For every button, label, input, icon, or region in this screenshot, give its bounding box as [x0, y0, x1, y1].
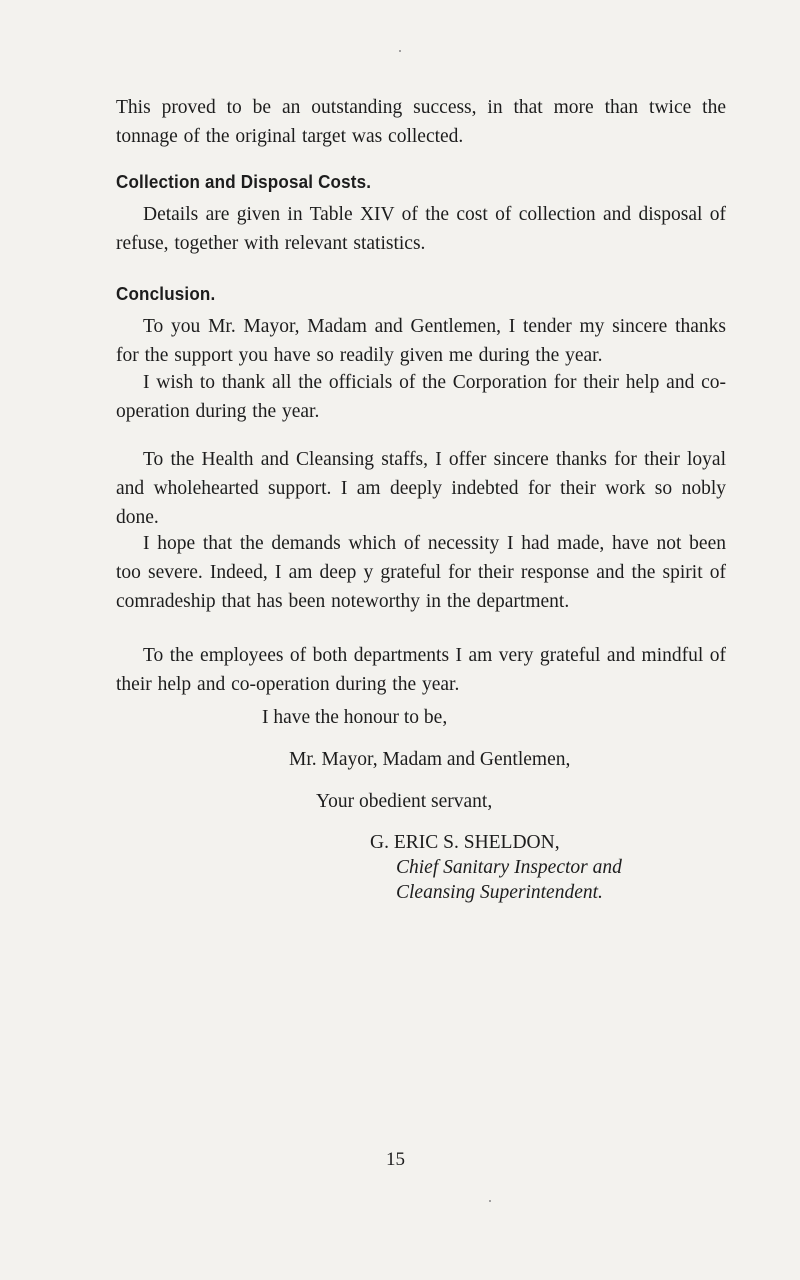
paragraph-thanks-mayor: To you Mr. Mayor, Madam and Gentlemen, I tender my sincere thanks for the support you have so readily given me during the year.	[116, 316, 726, 366]
heading-conclusion: Conclusion.	[116, 283, 216, 304]
signoff-servant: Your obedient servant,	[316, 791, 493, 812]
heading-collection-disposal-costs: Collection and Disposal Costs.	[116, 171, 372, 192]
signoff-honour: I have the honour to be,	[262, 707, 448, 728]
signoff-title-line1: Chief Sanitary Inspector and	[396, 857, 622, 878]
signoff-name: G. ERIC S. SHELDON,	[370, 832, 560, 853]
scan-speck	[489, 1200, 491, 1202]
paragraph-employees: To the employees of both departments I am very grateful and mindful of their help and co-operation during the year.	[116, 645, 726, 695]
paragraph-details: Details are given in Table XIV of the cost of collection and disposal of refuse, together with relevant statistics.	[116, 204, 726, 254]
paragraph-thanks-staffs: To the Health and Cleansing staffs, I offer sincere thanks for their loyal and wholehearted support. I am deeply indebted for their work so nobly done.	[116, 449, 726, 528]
signoff-title-line2: Cleansing Superintendent.	[396, 882, 603, 903]
page-number: 15	[386, 1149, 405, 1170]
paragraph-thanks-officials: I wish to thank all the officials of the Corporation for their help and co-operation during the year.	[116, 372, 726, 422]
signoff-salutation: Mr. Mayor, Madam and Gentlemen,	[289, 749, 571, 770]
scan-speck	[399, 50, 401, 52]
paragraph-success: This proved to be an outstanding success, in that more than twice the tonnage of the original target was collected.	[116, 97, 726, 147]
paragraph-demands: I hope that the demands which of necessity I had made, have not been too severe. Indeed, I am deep y grateful for their response and the spirit of comradeship that has been noteworthy in the department.	[116, 533, 726, 612]
